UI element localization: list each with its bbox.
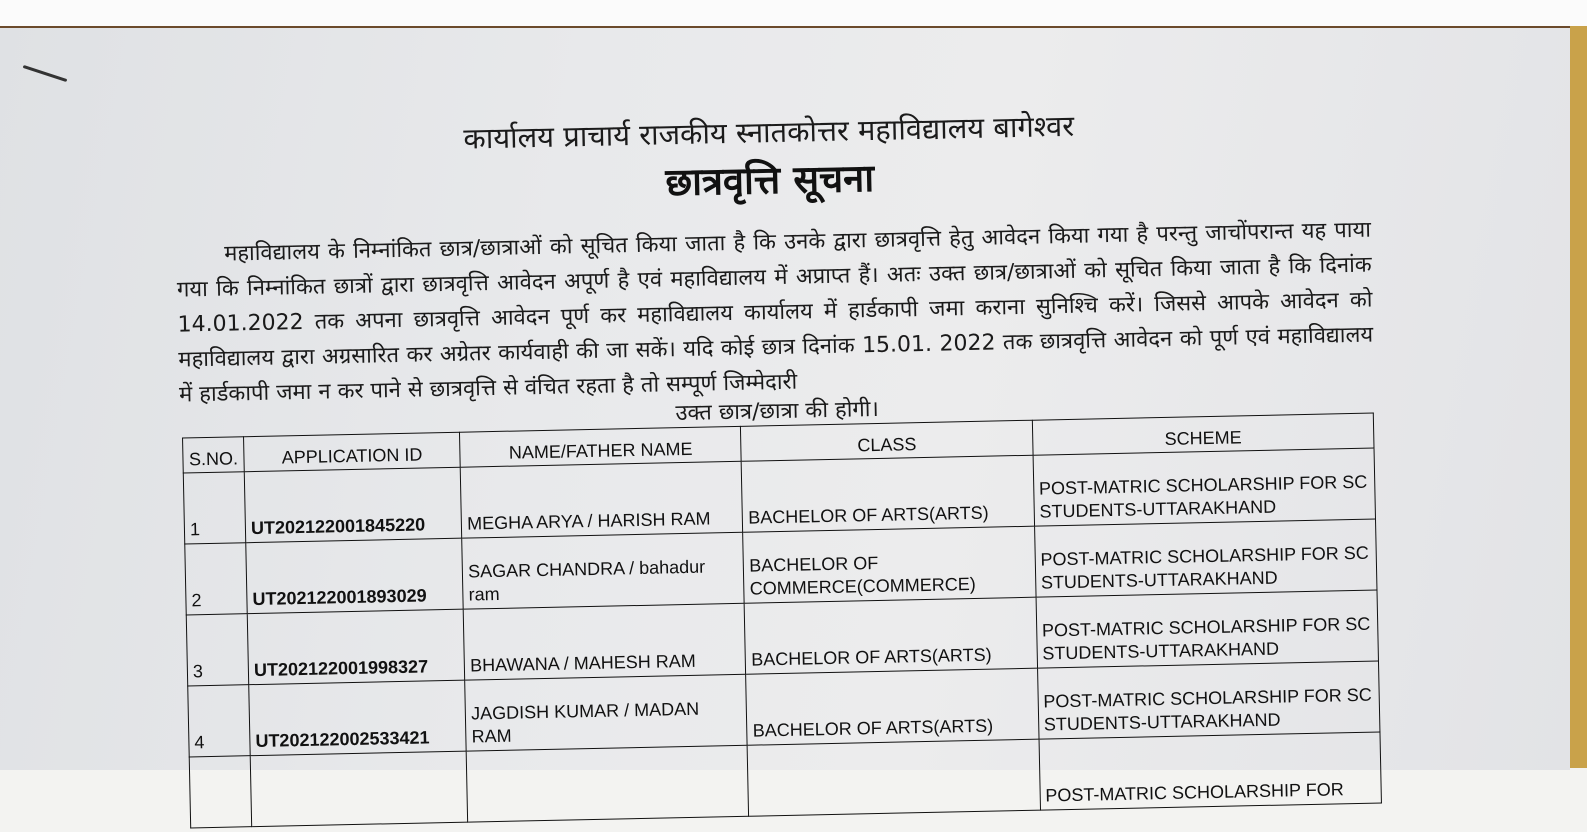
notice-paragraph-end: उक्त छात्र/छात्रा की होगी। xyxy=(675,396,880,427)
cell-scheme: POST-MATRIC SCHOLARSHIP FOR SC STUDENTS-UTTARAKHAND xyxy=(1034,519,1377,597)
cell-sno: 2 xyxy=(185,543,248,615)
cell-name: BHAWANA / MAHESH RAM xyxy=(463,603,746,680)
cell-sno xyxy=(189,756,252,828)
cell-scheme: POST-MATRIC SCHOLARSHIP FOR SC STUDENTS-UTTARAKHAND xyxy=(1033,448,1376,526)
cell-class: BACHELOR OF ARTS(ARTS) xyxy=(746,668,1039,745)
notice-title: छात्रवृत्ति सूचना xyxy=(664,155,875,205)
header-name: NAME/FATHER NAME xyxy=(460,426,742,467)
cell-application-id xyxy=(250,751,468,827)
cell-sno: 3 xyxy=(186,614,249,686)
cell-name: SAGAR CHANDRA / bahadur ram xyxy=(462,532,745,609)
cell-class: BACHELOR OF COMMERCE(COMMERCE) xyxy=(743,526,1036,603)
cell-application-id: UT202122001893029 xyxy=(246,538,464,614)
header-application-id: APPLICATION ID xyxy=(244,432,461,472)
office-heading: कार्यालय प्राचार्य राजकीय स्नातकोत्तर महाविद्यालय बागेश्वर xyxy=(463,108,1075,156)
cell-application-id: UT202122001845220 xyxy=(244,467,462,543)
scholarship-table xyxy=(182,413,1382,829)
cell-scheme: POST-MATRIC SCHOLARSHIP FOR SC STUDENTS-UTTARAKHAND xyxy=(1037,661,1380,739)
header-scheme: SCHEME xyxy=(1032,413,1374,455)
header-class: CLASS xyxy=(741,420,1033,461)
cell-sno: 1 xyxy=(183,472,246,544)
cell-name xyxy=(466,745,749,822)
cell-scheme: POST-MATRIC SCHOLARSHIP FOR SC STUDENTS-UTTARAKHAND xyxy=(1036,590,1379,668)
cell-name: MEGHA ARYA / HARISH RAM xyxy=(460,461,743,538)
notice-paragraph: महाविद्यालय के निम्नांकित छात्र/छात्राओं को सूचित किया जाता है कि उनके द्वारा छात्रवृत्ति हेतु आवेदन किया गया है परन्तु जाचोंपरान्त यह पाया गया कि निम्नांकित छात्रों द्वारा छात्रवृत्ति आवेदन अपूर्ण है एवं महाविद्यालय में अप्राप्त हैं। अतः उक्त छात्र/छात्राओं को सूचित किया जाता है कि दिनांक 14.01.2022 तक अपना छात्रवृत्ति आवेदन पूर्ण कर महाविद्यालय कार्यालय में हार्डकापी जमा कराना सुनिश्चि करें। जिससे आपके आवेदन को महाविद्यालय द्वारा अग्रसारित कर अग्रेतर कार्यवाही की जा सकें। यदि कोई छात्र दिनांक 15.01. 2022 तक छात्रवृत्ति आवेदन को पूर्ण एवं महाविद्यालय में हार्डकापी जमा न कर पाने से छात्रवृत्ति से वंचित रहता है तो सम्पूर्ण जिम्मेदारी xyxy=(176,217,1374,408)
header-sno: S.NO. xyxy=(183,437,245,473)
cell-class xyxy=(748,739,1041,816)
cell-class: BACHELOR OF ARTS(ARTS) xyxy=(742,455,1035,532)
cell-scheme: POST-MATRIC SCHOLARSHIP FOR xyxy=(1039,732,1382,810)
cell-name: JAGDISH KUMAR / MADAN RAM xyxy=(465,674,748,751)
cell-class: BACHELOR OF ARTS(ARTS) xyxy=(745,597,1038,674)
cell-application-id: UT202122002533421 xyxy=(249,680,467,756)
cell-sno: 4 xyxy=(188,685,251,757)
cell-application-id: UT202122001998327 xyxy=(247,609,465,685)
